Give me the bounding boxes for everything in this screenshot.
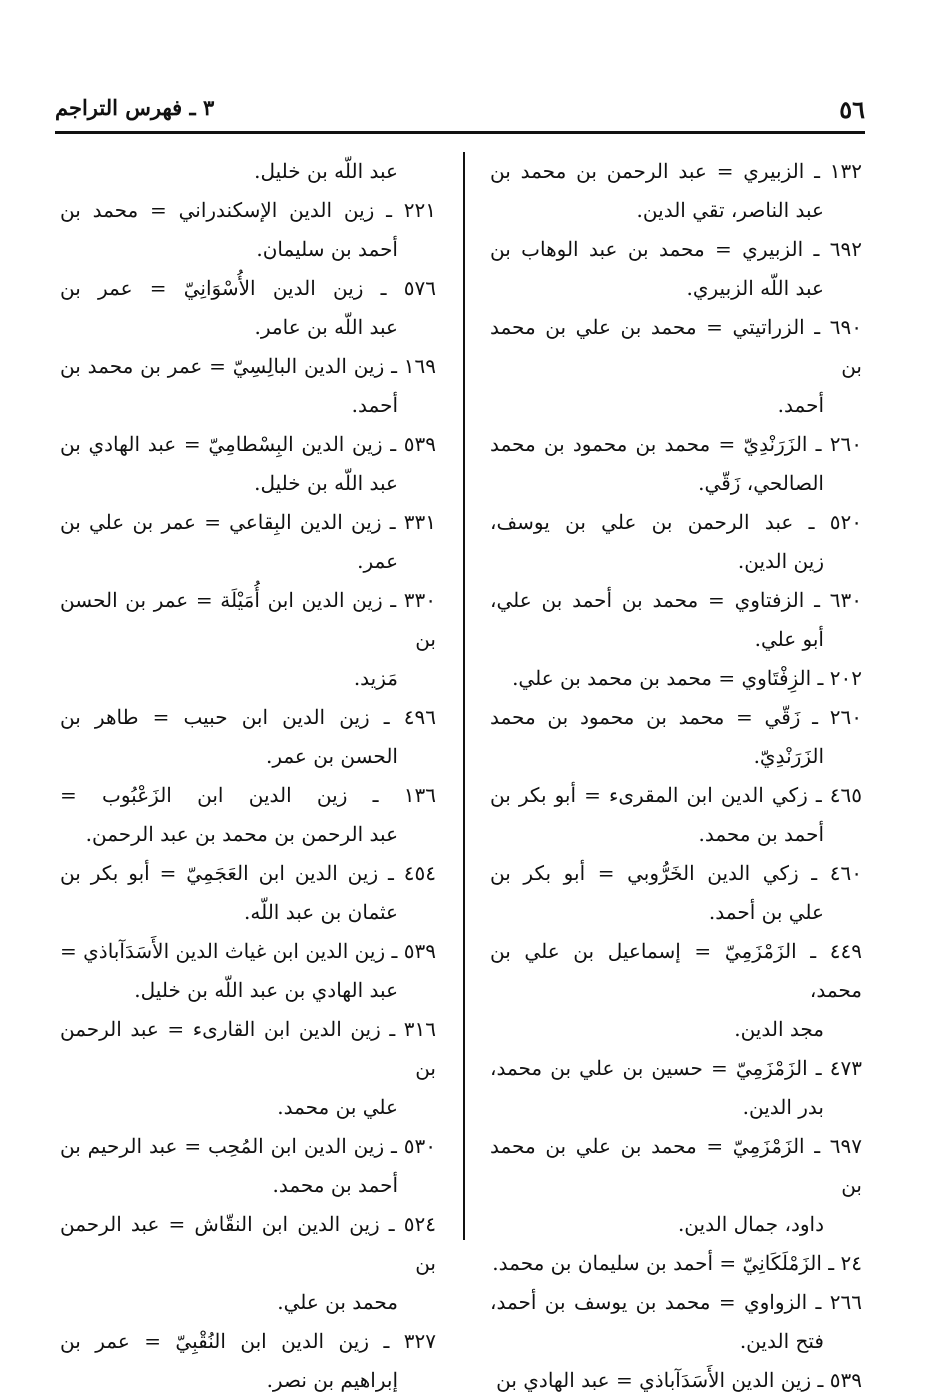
index-entry (490, 581, 862, 659)
entry-continuation: محمد بن علي. (277, 1290, 398, 1314)
entry-first-line: ١٣٦ ـ زين الدين ابن الزَعْبُوب = (60, 783, 436, 807)
entry-continuation: مَزيد. (353, 666, 398, 690)
index-entry (490, 152, 862, 230)
entry-continuation: عبد الرحمن بن محمد بن عبد الرحمن. (85, 822, 398, 846)
entry-first-line: ٢٠٢ ـ الزِفْتَاوي = محمد بن محمد بن علي. (512, 666, 862, 690)
entry-first-line: ٢٦٠ ـ زَقّي = محمد بن محمود بن محمد (490, 705, 862, 729)
column-divider (463, 152, 465, 1240)
entry-continuation: أحمد بن سليمان. (256, 237, 398, 261)
entry-continuation: عبد الناصر، تقي الدين. (636, 198, 824, 222)
index-entry (490, 1244, 862, 1283)
page-header (55, 95, 865, 134)
entry-continuation: عبد اللّه بن خليل. (254, 471, 398, 495)
section-title: ٣ ـ فهرس التراجم (55, 95, 215, 120)
entry-first-line: ٥٣٩ ـ زين الدين البِسْطامِيّ = عبد الهادي بن (60, 432, 436, 456)
entry-first-line: ٣٣٠ ـ زين الدين ابن أُمَيْلَة = عمر بن الحسن بن (60, 588, 436, 651)
right-column (490, 152, 862, 1400)
entry-first-line: ٣١٦ ـ زين الدين ابن القارىء = عبد الرحمن بن (60, 1017, 436, 1080)
entry-first-line: ٢٦٠ ـ الزَرَنْدِيّ = محمد بن محمود بن محمد (490, 432, 862, 456)
entry-first-line: ٤٥٤ ـ زين الدين ابن العَجَمِيّ = أبو بكر بن (60, 861, 436, 885)
entry-first-line: ٤٤٩ ـ الزَمْزَمِيّ = إسماعيل بن علي بن محمد، (490, 939, 863, 1002)
entry-continuation: عبد اللّه بن عامر. (254, 315, 398, 339)
entry-first-line: ٢٤ ـ الزَمْلَكَانِيّ = أحمد بن سليمان بن محمد. (492, 1251, 862, 1275)
index-entry (60, 425, 436, 503)
index-entry (490, 854, 862, 932)
index-entry (60, 698, 436, 776)
entry-continuation: إبراهيم بن نصر. (266, 1368, 398, 1392)
entry-continuation: عبد اللّه الزبيري. (686, 276, 824, 300)
index-entry (60, 191, 436, 269)
entry-first-line: ٥٧٦ ـ زين الدين الأُسْوَانِيّ = عمر بن (60, 276, 436, 300)
index-entry (60, 1010, 436, 1127)
index-entry (490, 308, 862, 425)
entry-continuation: داود، جمال الدين. (677, 1212, 824, 1236)
index-entry (60, 581, 436, 698)
entry-first-line: ٤٦٠ ـ زكي الدين الخَرُّوبي = أبو بكر بن (490, 861, 862, 885)
index-entry (60, 932, 436, 1010)
index-entry (60, 1322, 436, 1400)
entry-first-line: ٦٩٧ ـ الزَمْزَمِيّ = محمد بن علي بن محمد بن (490, 1134, 862, 1197)
entry-continuation: الصالحي، زَقّي. (698, 471, 824, 495)
entry-continuation: عمر. (357, 549, 398, 573)
entry-continuation: أحمد بن محمد. (272, 1173, 398, 1197)
entry-continuation: أبو علي. (754, 627, 824, 651)
entry-first-line: ٥٣٩ ـ زين الدين ابن غياث الدين الأَسَدَآباذي = (60, 939, 436, 963)
entry-first-line: ٥٢٠ ـ عبد الرحمن بن علي بن يوسف، (490, 510, 862, 534)
entry-first-line: ٣٣١ ـ زين الدين البِقاعي = عمر بن علي بن (60, 510, 436, 534)
page-number: ٥٦ (839, 95, 865, 124)
entry-continuation: أحمد بن محمد. (698, 822, 824, 846)
index-entry (490, 1127, 862, 1244)
index-entry (490, 1049, 862, 1127)
entry-continuation: عثمان بن عبد اللّه. (244, 900, 398, 924)
entry-first-line: ٦٣٠ ـ الزفتاوي = محمد بن أحمد بن علي، (490, 588, 862, 612)
index-entry (490, 776, 862, 854)
entry-continuation: أحمد. (777, 393, 824, 417)
index-entry (60, 1205, 436, 1322)
entry-first-line: ٢٢١ ـ زين الدين الإسكندراني = محمد بن (60, 198, 436, 222)
index-entry (490, 932, 862, 1049)
index-entry (60, 1127, 436, 1205)
entry-first-line: ٦٩٢ ـ الزبيري = محمد بن عبد الوهاب بن (490, 237, 862, 261)
index-entry (490, 1361, 862, 1400)
entry-first-line: ٢٦٦ ـ الزواوي = محمد بن يوسف بن أحمد، (490, 1290, 862, 1314)
index-entry (60, 347, 436, 425)
index-entry (60, 776, 436, 854)
index-entry (490, 698, 862, 776)
entry-first-line: ٥٣٠ ـ زين الدين ابن المُحِب = عبد الرحيم بن (60, 1134, 436, 1158)
index-entry (60, 269, 436, 347)
entry-first-line: ٤٩٦ ـ زين الدين ابن حبيب = طاهر بن (60, 705, 436, 729)
entry-first-line: ٤٧٣ ـ الزَمْزَمِيّ = حسين بن علي بن محمد، (490, 1056, 862, 1080)
left-column (60, 152, 436, 1400)
index-entry (60, 854, 436, 932)
entry-first-line: ١٣٢ ـ الزبيري = عبد الرحمن بن محمد بن (490, 159, 862, 183)
continued-entry: عبد اللّه بن خليل. (254, 159, 398, 183)
entry-first-line: ٤٦٥ ـ زكي الدين ابن المقرىء = أبو بكر بن (490, 783, 862, 807)
entry-continuation: الزَرَنْدِيّ. (753, 744, 824, 768)
index-entry (490, 1283, 862, 1361)
entry-continuation: الحسن بن عمر. (265, 744, 398, 768)
index-entry (60, 503, 436, 581)
index-entry (490, 425, 862, 503)
entry-first-line: ٥٢٤ ـ زين الدين ابن النقّاش = عبد الرحمن بن (60, 1212, 436, 1275)
entry-first-line: ٣٢٧ ـ زين الدين ابن النُقْبِيّ = عمر بن (60, 1329, 436, 1353)
entry-continuation: علي بن أحمد. (708, 900, 824, 924)
entry-first-line: ٥٣٩ ـ زين الدين الأَسَدَآباذي = عبد الهادي بن (496, 1368, 862, 1392)
entry-first-line: ٦٩٠ ـ الزراتيتي = محمد بن علي بن محمد بن (490, 315, 862, 378)
entry-continuation: عبد الهادي بن عبد اللّه بن خليل. (134, 978, 398, 1002)
entry-continuation: فتح الدين. (739, 1329, 824, 1353)
entry-continuation: زين الدين. (737, 549, 824, 573)
index-entry (490, 659, 862, 698)
index-entry (490, 230, 862, 308)
index-entry (490, 503, 862, 581)
entry-continuation: مجد الدين. (734, 1017, 824, 1041)
entry-continuation: علي بن محمد. (277, 1095, 398, 1119)
entry-first-line: ١٦٩ ـ زين الدين البالِسِيّ = عمر بن محمد بن (60, 354, 436, 378)
entry-continuation: أحمد. (351, 393, 398, 417)
entry-continuation: بدر الدين. (742, 1095, 824, 1119)
